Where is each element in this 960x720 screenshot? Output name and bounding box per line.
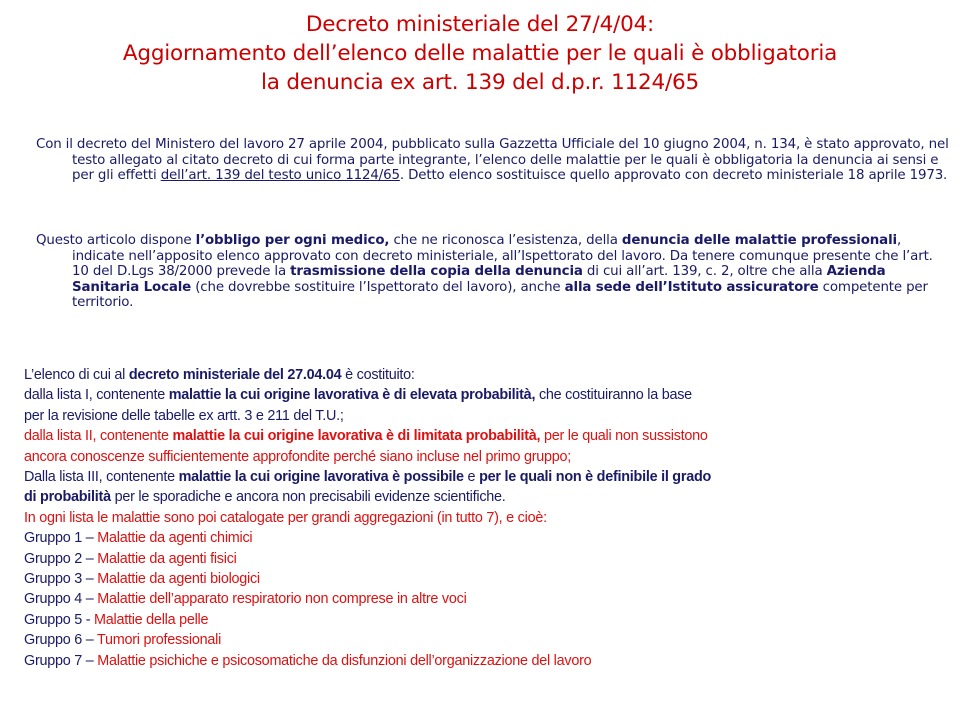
gruppo-2-label: Gruppo 2 –	[24, 550, 98, 567]
elenco-line-6	[24, 467, 954, 487]
l6-grado: per le quali non è definibile il grado	[479, 469, 712, 486]
gruppo-6	[24, 630, 954, 650]
gruppo-6-text: Tumori professionali	[97, 632, 222, 649]
p1-law-reference: dell’art. 139 del testo unico 1124/65	[160, 168, 400, 184]
gruppo-4	[24, 589, 954, 609]
slide-title	[0, 10, 960, 97]
gruppo-4-text: Malattie dell’apparato respiratorio non comprese in altre voci	[97, 591, 467, 608]
elenco-line-8: In ogni lista le malattie sono poi catalogate per grandi aggregazioni (in tutto 7), e cioè:	[24, 509, 547, 526]
gruppo-6-label: Gruppo 6 –	[24, 632, 97, 649]
title-line-2: Aggiornamento dell’elenco delle malattie per le quali è obbligatoria	[122, 41, 838, 66]
gruppo-1	[24, 528, 954, 548]
gruppo-2-text: Malattie da agenti fisici	[97, 550, 237, 567]
l6-a: Dalla lista III, contenente	[24, 469, 179, 486]
l4-lista-2: malattie la cui origine lavorativa è di limitata probabilità,	[172, 428, 541, 445]
p2-asl: Azienda Sanitaria Locale	[72, 264, 886, 295]
p2-denuncia: denuncia delle malattie professionali	[621, 233, 897, 248]
l1-c: è costituito:	[341, 367, 415, 383]
gruppo-3	[24, 569, 954, 589]
gruppo-1-text: Malattie da agenti chimici	[97, 530, 253, 547]
elenco-line-3: per la revisione delle tabelle ex artt. 3 e 211 del T.U.;	[24, 407, 344, 424]
elenco-section	[24, 365, 954, 671]
p2-istituto: alla sede dell’Istituto assicuratore	[564, 279, 819, 295]
gruppo-4-label: Gruppo 4 –	[24, 591, 98, 608]
l2-a: dalla lista I, contenente	[24, 387, 169, 404]
gruppo-5-text: Malattie della pelle	[94, 611, 209, 628]
p2-a: Questo articolo dispone	[36, 233, 196, 248]
gruppo-7-label: Gruppo 7 –	[24, 652, 98, 669]
elenco-line-5: ancora conoscenze sufficientemente approfondite perché siano incluse nel primo gruppo;	[24, 448, 572, 465]
p2-trasmissione: trasmissione della copia della denuncia	[290, 264, 583, 280]
elenco-line-4	[24, 426, 954, 446]
l2-c: che costituiranno la base	[535, 387, 692, 404]
l7-b: per le sporadiche e ancora non precisabili evidenze scientifiche.	[110, 489, 506, 506]
p2-e: , indicate nell’apposito elenco approvato con decreto ministeriale, all’Ispettorato del lavoro. Da tenere comunque presente che l’art. 10 del D.Lgs 38/2000 prevede la	[72, 233, 933, 280]
gruppo-5-label: Gruppo 5 -	[24, 611, 95, 628]
l6-lista-3: malattie la cui origine lavorativa è possibile	[178, 469, 464, 486]
elenco-line-2	[24, 385, 954, 405]
elenco-line-7	[24, 487, 954, 507]
p2-c: che ne riconosca l’esistenza, della	[389, 233, 622, 248]
gruppo-7-text: Malattie psichiche e psicosomatiche da disfunzioni dell’organizzazione del lavoro	[97, 652, 592, 669]
gruppo-3-label: Gruppo 3 –	[24, 571, 98, 588]
title-line-3: la denuncia ex art. 139 del d.p.r. 1124/65	[260, 70, 700, 95]
p2-obbligo: l’obbligo per ogni medico,	[195, 233, 390, 248]
elenco-line-1	[24, 365, 954, 385]
intro-paragraph-1	[36, 137, 952, 184]
p1-text: Con il decreto del Ministero del lavoro 27 aprile 2004, pubblicato sulla Gazzetta Ufficiale del 10 giugno 2004, n. 134, è stato approvato, nel testo allegato al citato decreto di cui forma parte integrante, l’elenco delle malattie per le quali è obbligatoria la denuncia ai sensi e per gli effetti	[36, 137, 949, 184]
p2-g: di cui all’art. 139, c. 2, oltre che alla	[582, 264, 827, 280]
l4-a: dalla lista II, contenente	[24, 428, 173, 445]
gruppo-2	[24, 549, 954, 569]
gruppo-7	[24, 651, 954, 671]
title-line-1: Decreto ministeriale del 27/4/04:	[305, 12, 655, 37]
l4-c: per le quali non sussistono	[540, 428, 708, 445]
l7-probabilita: di probabilità	[24, 489, 111, 506]
l1-a: L’elenco di cui al	[24, 367, 129, 383]
gruppo-5	[24, 610, 954, 630]
l2-lista-1: malattie la cui origine lavorativa è di elevata probabilità,	[168, 387, 536, 404]
p2-k: competente per territorio.	[72, 279, 928, 311]
p1-tail: . Detto elenco sostituisce quello approvato con decreto ministeriale 18 aprile 1973.	[399, 168, 948, 184]
gruppo-1-label: Gruppo 1 –	[24, 530, 98, 547]
l6-c: e	[463, 469, 480, 486]
l1-decreto: decreto ministeriale del 27.04.04	[128, 367, 342, 383]
gruppo-3-text: Malattie da agenti biologici	[97, 571, 260, 588]
intro-paragraph-2	[36, 233, 952, 311]
p2-i: (che dovrebbe sostituire l’Ispettorato del lavoro), anche	[191, 279, 565, 295]
